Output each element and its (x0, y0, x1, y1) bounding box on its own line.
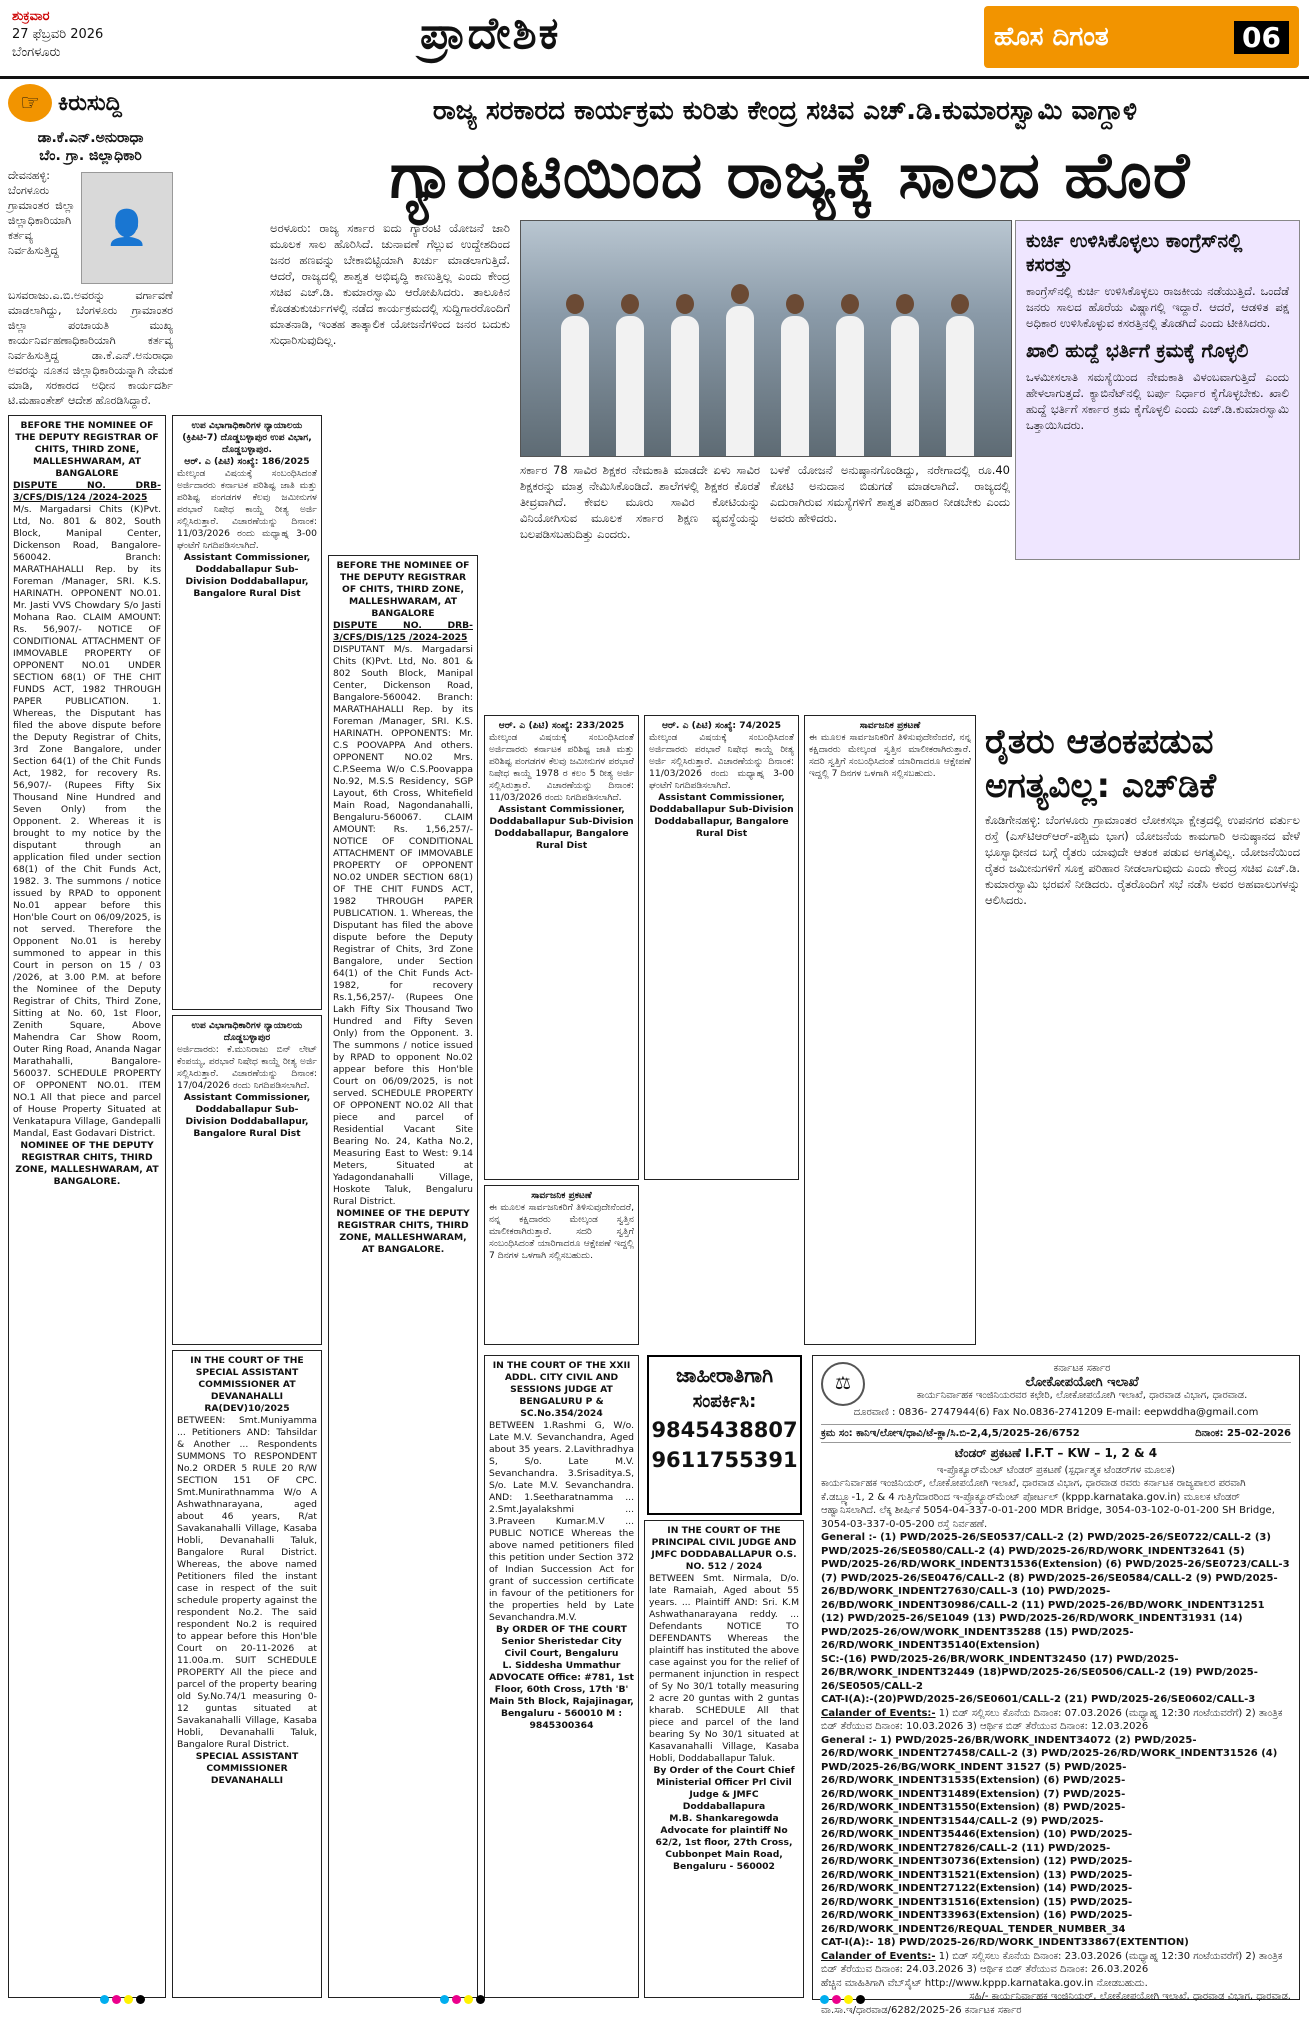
ac-notice-4-sign: Assistant Commissioner, Doddaballapur Sub-Division Doddaballapur, Bangalore Rural Dist (177, 1092, 317, 1140)
ac-notice-1-case: ಆರ್. ಎ (ಪಿಟಿ) ಸಂಖ್ಯೆ: 186/2025 (177, 456, 317, 468)
tender-calendar-2: 1) ಬಿಡ್ ಸಲ್ಲಿಸಲು ಕೊನೆಯ ದಿನಾಂಕ: 23.03.2026 (ಮಧ್ಯಾಹ್ನ 12:30 ಗಂಟೆಯವರೆಗೆ) 2) ತಾಂತ್ರಿಕ ಬಿಡ್ ತೆರೆಯುವ ದಿನಾಂಕ: 24.03.2026 3) ಆರ್ಥಿಕ ಬಿಡ್ ತೆರೆಯುವ ದಿನಾಂಕ: 26.03.2026 (821, 1951, 1282, 1976)
tender-sc-1: SC:-(16) PWD/2025-26/BR/WORK_INDENT32450 (17) PWD/2025-26/BR/WORK_INDENT32449 (18)PWD/2025-26/SE0506/CALL-2 (19) PWD/2025-26/SE0505/CALL-2 (821, 1653, 1291, 1694)
tender-contact: ದೂರವಾಣಿ : 0836- 2747944(6) Fax No.0836-2741209 E-mail: eepwddha@gmail.com (821, 1406, 1291, 1420)
print-registration-marks-2 (440, 1995, 485, 2004)
civil-court-notice-advocate: L. Siddesha Ummathur ADVOCATE Office: #781, 1st Floor, 60th Cross, 17th 'B' Main 5th Block, Rajajinagar, Bengaluru - 560010 M : 9845300364 (489, 1660, 634, 1732)
tender-dipr: ವಾ.ಸಾ.ಇ/ಧಾರವಾಡ/6282/2025-26 ಕರ್ನಾಟಕ ಸರ್ಕಾರ (821, 2004, 1291, 2017)
main-story-col2: ಸರ್ಕಾರ 78 ಸಾವಿರ ಶಿಕ್ಷಕರ ನೇಮಕಾತಿ ಮಾಡದೇ ಏಳು ಸಾವಿರ ಶಿಕ್ಷಕರನ್ನು ಮಾತ್ರ ನೇಮಿಸಿಕೊಂಡಿದೆ. ಶಾಲೆಗಳಲ್ಲಿ ಶಿಕ್ಷಕರ ಕೊರತೆ ತೀವ್ರವಾಗಿದೆ. ಕೇವಲ ಮೂರು ಸಾವಿರ ಕೋಟಿಯನ್ನು ವಿನಿಯೋಗಿಸುವ ಮೂಲಕ ಸರ್ಕಾರ ಶಿಕ್ಷಣ ವ್ಯವಸ್ಥೆಯನ್ನು ಬಲಪಡಿಸಬಹುದಿತ್ತು ಎಂದರು. (520, 462, 760, 707)
chit-notice-2 (328, 555, 478, 1998)
sac-notice-body: BETWEEN: Smt.Muniyamma ... Petitioners AND: Tahsildar & Another ... Respondents SUMMONS TO RESPONDENT No.2 ORDER 5 RULE 20 R/W SECTION 151 OF CPC. Smt.Munirathnamma W/o A Ashwathnarayana, aged about 46 years, R/at Savakanahalli Village, Kasaba Hobli, Devanahalli Taluk, Bangalore Rural District. Whereas, the above named Petitioners filed the instant case in respect of the suit schedule property against the respondent No.2. The said respondent No.2 is required to appear before this Hon'ble Court on 20-11-2026 at 11.00a.m. SUIT SCHEDULE PROPERTY All the piece and parcel of the property bearing old Sy.No.74/1 measuring 0-12 guntas situated at Savakanahalli Village, Kasaba Hobli, Devanahalli Taluk, Bangalore Rural District. (177, 1415, 317, 1751)
side-box-para-2: ಒಳಮೀಸಲಾತಿ ಸಮಸ್ಯೆಯಿಂದ ನೇಮಕಾತಿ ವಿಳಂಬವಾಗುತ್ತಿದೆ ಎಂದು ಹೇಳಲಾಗುತ್ತದೆ. ಕ್ಯಾಬಿನೆಟ್‌ನಲ್ಲಿ ಬರ್ಪು ನಿರ್ಧಾರ ಕೈಗೊಳ್ಳಬೇಕು. ಖಾಲಿ ಹುದ್ದೆ ಭರ್ತಿಗೆ ಸರ್ಕಾರ ಕ್ರಮ ಕೈಗೊಳ್ಳಲಿ ಎಂದು ಎಚ್.ಡಿ.ಕುಮಾರಸ್ವಾಮಿ ಒತ್ತಾಯಿಸಿದರು. (1026, 369, 1289, 433)
tender-ref-row (821, 1424, 1291, 1444)
tender-general-1: General :- (1) PWD/2025-26/SE0537/CALL-2 (2) PWD/2025-26/SE0722/CALL-2 (3) PWD/2025-26/SE0580/CALL-2 (4) PWD/2025-26/RD/WORK_INDENT32641 (5) PWD/2025-26/RD/WORK_INDENT31536(Extension) (6) PWD/2025-26/SE0723/CALL-3 (7) PWD/2025-26/SE0476/CALL-2 (8) PWD/2025-26/SE0584/CALL-2 (9) PWD/2025-26/BD/WORK_INDENT27630/CALL-3 (10) PWD/2025-26/BD/WORK_INDENT30986/CALL-2 (11) PWD/2025-26/BD/WORK_INDENT31251 (12) PWD/2025-26/SE1049 (13) PWD/2025-26/RD/WORK_INDENT31931 (14) PWD/2025-26/OW/WORK_INDENT35288 (15) PWD/2025-26/RD/WORK_INDENT35140(Extension) (821, 1531, 1291, 1653)
ac-notice-2-body: ಮೇಲ್ಕಂಡ ವಿಷಯಕ್ಕೆ ಸಂಬಂಧಿಸಿದಂತೆ ಅರ್ಜಿದಾರರು ಕರ್ನಾಟಕ ಪರಿಶಿಷ್ಟ ಜಾತಿ ಮತ್ತು ಪರಿಶಿಷ್ಟ ಪಂಗಡಗಳ ಕೆಲವು ಜಮೀನುಗಳ ಪರಭಾರೆ ನಿಷೇಧ ಕಾಯ್ದೆ 1978 ರ ಕಲಂ 5 ರೀತ್ಯ ಅರ್ಜಿ ಸಲ್ಲಿಸಿರುತ್ತಾರೆ. ವಿಚಾರಣೆಯನ್ನು ದಿನಾಂಕ: 11/03/2026 ರಂದು ನಿಗದಿಪಡಿಸಲಾಗಿದೆ. (489, 732, 634, 804)
chit-notice-1-sign: NOMINEE OF THE DEPUTY REGISTRAR CHITS, THIRD ZONE, MALLESHWARAM, AT BANGALORE. (13, 1140, 161, 1188)
yakshagana-notice-body: ಈ ಮೂಲಕ ಸಾರ್ವಜನಿಕರಿಗೆ ತಿಳಿಸುವುದೇನೆಂದರೆ, ನನ್ನ ಕಕ್ಷಿದಾರರು ಮೇಲ್ಕಂಡ ಸ್ವತ್ತಿನ ಮಾಲೀಕರಾಗಿರುತ್ತಾರೆ. ಸದರಿ ಸ್ವತ್ತಿಗೆ ಸಂಬಂಧಿಸಿದಂತೆ ಯಾರಿಗಾದರೂ ಆಕ್ಷೇಪಣೆ ಇದ್ದಲ್ಲಿ 7 ದಿನಗಳ ಒಳಗಾಗಿ ಸಲ್ಲಿಸಬಹುದು. (809, 732, 971, 780)
yellow-mark (844, 1995, 853, 2004)
ac-notice-3-body: ಮೇಲ್ಕಂಡ ವಿಷಯಕ್ಕೆ ಸಂಬಂಧಿಸಿದಂತೆ ಅರ್ಜಿದಾರರು ಪರಭಾರೆ ನಿಷೇಧ ಕಾಯ್ದೆ ರೀತ್ಯ ಅರ್ಜಿ ಸಲ್ಲಿಸಿರುತ್ತಾರೆ. ವಿಚಾರಣೆಯನ್ನು ದಿನಾಂಕ: 11/03/2026 ರಂದು ಮಧ್ಯಾಹ್ನ 3-00 ಘಂಟೆಗೆ ನಿಗದಿಪಡಿಸಲಾಗಿದೆ. (649, 732, 794, 792)
officer-role: ಬೆಂ. ಗ್ರಾ. ಜಿಲ್ಲಾಧಿಕಾರಿ (8, 148, 173, 164)
kiru-suddi-title: ಕಿರುಸುದ್ದಿ (58, 91, 122, 116)
public-notice-head: ಸಾರ್ವಜನಿಕ ಪ್ರಕಟಣೆ (489, 1190, 634, 1202)
masthead (984, 6, 1299, 68)
os-notice-title: IN THE COURT OF THE PRINCIPAL CIVIL JUDGE AND JMFC DODDABALLAPUR O.S. NO. 512 / 2024 (649, 1525, 799, 1573)
tender-footer: ಹೆಚ್ಚಿನ ಮಾಹಿತಿಗಾಗಿ ವೆಬ್‌ಸೈಟ್ http://www.kppp.karnataka.gov.in ನೋಡಬಹುದು. (821, 1977, 1291, 1991)
ad-phone-1: 9845438807 (649, 1418, 800, 1442)
header-day: ಶುಕ್ರವಾರ (12, 8, 103, 26)
farmer-story-title: ರೈತರು ಆತಂಕಪಡುವ ಅಗತ್ಯವಿಲ್ಲ: ಎಚ್‌ಡಿಕೆ (985, 720, 1300, 808)
chit-notice-2-dispute: DISPUTE NO. DRB-3/CFS/DIS/125 /2024-2025 (333, 620, 473, 644)
ad-phone-2: 9611755391 (649, 1448, 800, 1472)
ac-notice-3-sign: Assistant Commissioner, Doddaballapur Sub-Division Doddaballapur, Bangalore Rural Dist (649, 792, 794, 840)
tender-notice (812, 1355, 1300, 2000)
header-city: ಬೆಂಗಳೂರು (12, 44, 103, 62)
sac-notice (172, 1350, 322, 1998)
farmer-story-body: ಕೊಡಿಗೇನಹಳ್ಳಿ: ಬೆಂಗಳೂರು ಗ್ರಾಮಾಂತರ ಲೋಕಸಭಾ ಕ್ಷೇತ್ರದಲ್ಲಿ ಉಪನಗರ ವರ್ತುಲ ರಸ್ತೆ (ಎಸ್‌ಟಿಆರ್‌ಆರ್-ಪಶ್ಚಿಮ ಭಾಗ) ಯೋಜನೆಯ ಕಾಮಗಾರಿ ಅನುಷ್ಠಾನದ ವೇಳೆ ಭೂಸ್ವಾಧೀನದ ಬಗ್ಗೆ ರೈತರು ಯಾವುದೇ ಆತಂಕ ಪಡುವ ಅಗತ್ಯವಿಲ್ಲ. ಯೋಜನೆಯಿಂದ ರೈತರ ಜಮೀನುಗಳಿಗೆ ಸೂಕ್ತ ಪರಿಹಾರ ನೀಡಲಾಗುವುದು ಎಂದು ಕೇಂದ್ರ ಸಚಿವ ಎಚ್.ಡಿ. ಕುಮಾರಸ್ವಾಮಿ ಭರವಸೆ ನೀಡಿದರು. ರೈತರೊಂದಿಗೆ ಸಭೆ ನಡೆಸಿ ಅವರ ಅಹವಾಲುಗಳನ್ನು ಆಲಿಸಿದರು. (985, 812, 1300, 1342)
cyan-mark (440, 1995, 449, 2004)
side-box-para-1: ಕಾಂಗ್ರೆಸ್‌ನಲ್ಲಿ ಕುರ್ಚಿ ಉಳಿಸಿಕೊಳ್ಳಲು ರಾಜಕೀಯ ನಡೆಯುತ್ತಿದೆ. ಒಂದೆಡೆ ಜನರು ಸಾಲದ ಹೊರೆಯ ವಿಷ್ಣಾಗಲ್ಲಿ ಇದ್ದಾರೆ. ಆದರೆ, ಆಡಳಿತ ಪಕ್ಷ ಅಧಿಕಾರ ಉಳಿಸಿಕೊಳ್ಳುವ ಕಸರತ್ತಿನಲ್ಲಿ ತೊಡಗಿದೆ ಎಂದು ಟೀಕಿಸಿದರು. (1026, 283, 1289, 331)
tender-sign: ಸಹಿ/- ಕಾರ್ಯನಿರ್ವಾಹಕ ಇಂಜಿನಿಯರ್, ಲೋಕೋಪಯೋಗಿ ಇಲಾಖೆ, ಧಾರವಾಡ ವಿಭಾಗ, ಧಾರವಾಡ. (821, 1990, 1291, 2004)
govt-seal-icon: ⚖ (821, 1362, 865, 1406)
civil-court-notice-sign: By ORDER OF THE COURT Senior Sheristedar City Civil Court, Bengaluru (489, 1624, 634, 1660)
masthead-logo: ಹೊಸ ದಿಗಂತ (994, 22, 1109, 53)
side-box-heading-2: ಖಾಲಿ ಹುದ್ದೆ ಭರ್ತಿಗೆ ಕ್ರಮಕ್ಕೆ ಗೊಳ್ಳಲಿ (1026, 339, 1289, 363)
event-photo (520, 220, 1012, 457)
tender-calendar-2-label: Calander of Events:- (821, 1951, 936, 1962)
chit-notice-1-dispute: DISPUTE NO. DRB-3/CFS/DIS/124 /2024-2025 (13, 480, 161, 504)
tender-ref-date: ದಿನಾಂಕ: 25-02-2026 (1195, 1427, 1291, 1441)
civil-court-notice-title: IN THE COURT OF THE XXII ADDL. CITY CIVIL AND SESSIONS JUDGE AT BENGALURU P & SC.No.354/2024 (489, 1360, 634, 1420)
header-date: 27 ಫೆಬ್ರವರಿ 2026 (12, 26, 103, 44)
side-box (1015, 220, 1300, 560)
yellow-mark (124, 1995, 133, 2004)
ac-notice-4-body: ಅರ್ಜಿದಾರರು: ಕೆ.ಮುನಿರಾಜು ಬಿನ್ ಲೇಟ್ ಕೆಂಪಯ್ಯ, ಪರಭಾರೆ ನಿಷೇಧ ಕಾಯ್ದೆ ರೀತ್ಯ ಅರ್ಜಿ ಸಲ್ಲಿಸಿರುತ್ತಾರೆ. ವಿಚಾರಣೆಯನ್ನು ದಿನಾಂಕ: 17/04/2026 ರಂದು ನಿಗದಿಪಡಿಸಲಾಗಿದೆ. (177, 1044, 317, 1092)
ac-notice-1-head: ಉಪ ವಿಭಾಗಾಧಿಕಾರಿಗಳ ನ್ಯಾಯಾಲಯ (ಕ್ರಿಪಿಟಿ-7) ದೊಡ್ಡಬಳ್ಳಾಪುರ ಉಪ ವಿಭಾಗ, ದೊಡ್ಡಬಳ್ಳಾಪುರ. (177, 420, 317, 456)
ac-notice-4-head: ಉಪ ವಿಭಾಗಾಧಿಕಾರಿಗಳ ನ್ಯಾಯಾಲಯ ದೊಡ್ಡಬಳ್ಳಾಪುರ (177, 1020, 317, 1044)
ac-notice-1 (172, 415, 322, 1010)
os-notice-body: BETWEEN Smt. Nirmala, D/o. late Ramaiah, Aged about 55 years. ... Plaintiff AND: Sri. K.M Ashwathanarayana reddy. ... Defendants NOTICE TO DEFENDANTS Whereas the plaintiff has instituted the above case against you for the relief of permanent injunction in respect of Sy No 30/1 totally measuring 2 acre 20 guntas with 2 guntas kharab. SCHEDULE All that piece and parcel of the land bearing Sy No 30/1 situated at Kasavanahalli Village, Kasaba Hobli, Doddaballapur Taluk. (649, 1573, 799, 1765)
ac-notice-1-body: ಮೇಲ್ಕಂಡ ವಿಷಯಕ್ಕೆ ಸಂಬಂಧಿಸಿದಂತೆ ಅರ್ಜಿದಾರರು ಕರ್ನಾಟಕ ಪರಿಶಿಷ್ಟ ಜಾತಿ ಮತ್ತು ಪರಿಶಿಷ್ಟ ಪಂಗಡಗಳ ಕೆಲವು ಜಮೀನುಗಳ ಪರಭಾರೆ ನಿಷೇಧ ಕಾಯ್ದೆ ರೀತ್ಯ ಅರ್ಜಿ ಸಲ್ಲಿಸಿರುತ್ತಾರೆ. ವಿಚಾರಣೆಯನ್ನು ದಿನಾಂಕ: 11/03/2026 ರಂದು ಮಧ್ಯಾಹ್ನ 3-00 ಘಂಟೆಗೆ ನಿಗದಿಪಡಿಸಲಾಗಿದೆ. (177, 468, 317, 552)
sac-notice-sign: SPECIAL ASSISTANT COMMISSIONER DEVANAHALLI (177, 1751, 317, 1787)
ac-notice-3-case: ಆರ್. ಎ (ಪಿಟಿ) ಸಂಖ್ಯೆ: 74/2025 (649, 720, 794, 732)
tender-cat-2: CAT-I(A):- 18) PWD/2025-26/RD/WORK_INDENT33867(EXTENTION) (821, 1936, 1291, 1950)
ac-notice-2-case: ಆರ್. ಎ (ಪಿಟಿ) ಸಂಖ್ಯೆ: 233/2025 (489, 720, 634, 732)
main-kicker: ರಾಜ್ಯ ಸರಕಾರದ ಕಾರ್ಯಕ್ರಮ ಕುರಿತು ಕೇಂದ್ರ ಸಚಿವ ಎಚ್.ಡಿ.ಕುಮಾರಸ್ವಾಮಿ ವಾಗ್ದಾಳಿ (270, 96, 1300, 127)
header-rule (0, 76, 1309, 79)
magenta-mark (832, 1995, 841, 2004)
chit-notice-1-title: BEFORE THE NOMINEE OF THE DEPUTY REGISTRAR OF CHITS, THIRD ZONE, MALLESHWARAM, AT BANGALORE (13, 420, 161, 480)
cyan-mark (820, 1995, 829, 2004)
kiru-suddi-header (8, 84, 173, 122)
main-story-col1: ಅರಳೂರು: ರಾಜ್ಯ ಸರ್ಕಾರ ಐದು ಗ್ಯಾರಂಟಿ ಯೋಜನೆ ಜಾರಿ ಮೂಲಕ ಸಾಲ ಹೊರಿಸಿದೆ. ಚುನಾವಣೆ ಗೆಲ್ಲುವ ಉದ್ದೇಶದಿಂದ ಜನರ ಹಣವನ್ನು ಬೇಕಾಬಿಟ್ಟಿಯಾಗಿ ಖರ್ಚು ಮಾಡಲಾಗುತ್ತಿದೆ. ಆದರೆ, ರಾಜ್ಯದಲ್ಲಿ ಶಾಶ್ವತ ಅಭಿವೃದ್ಧಿ ಕಾಣುತ್ತಿಲ್ಲ ಎಂದು ಕೇಂದ್ರ ಸಚಿವ ಎಚ್.ಡಿ. ಕುಮಾರಸ್ವಾಮಿ ಆರೋಪಿಸಿದರು. ತಾಲೂಕಿನ ಕೊಡತುಕುರ್ಚುಗಳಲ್ಲಿ ನಡೆದ ಕಾರ್ಯಕ್ರಮದಲ್ಲಿ ಸುದ್ದಿಗಾರರೊಂದಿಗೆ ಮಾತನಾಡಿ, ಇಂತಹ ತಾತ್ಕಾಲಿಕ ಯೋಜನೆಗಳಿಂದ ಜನರ ಬದುಕು ಸುಧಾರಿಸುವುದಿಲ್ಲ. (270, 220, 510, 450)
cyan-mark (100, 1995, 109, 2004)
section-title: ಪ್ರಾದೇಶಿಕ (420, 8, 560, 59)
chit-notice-2-title: BEFORE THE NOMINEE OF THE DEPUTY REGISTRAR OF CHITS, THIRD ZONE, MALLESHWARAM, AT BANGALORE (333, 560, 473, 620)
kiru-suddi (8, 84, 173, 408)
page-number: 06 (1234, 21, 1289, 54)
main-story-col3: ಬಳಕೆ ಯೋಜನೆ ಅನುಷ್ಠಾನಗೊಂಡಿದ್ದು, ನರೇಗಾದಲ್ಲಿ ರೂ.40 ಕೋಟಿ ಅನುದಾನ ಬಿಡುಗಡೆ ಮಾಡಲಾಗಿದೆ. ರಾಜ್ಯದಲ್ಲಿ ಎದುರಾಗಿರುವ ಸಮಸ್ಯೆಗಳಿಗೆ ಶಾಶ್ವತ ಪರಿಹಾರ ನೀಡಬೇಕು ಎಂದು ಅವರು ಹೇಳಿದರು. (770, 462, 1010, 707)
tender-dept: ಲೋಕೋಪಯೋಗಿ ಇಲಾಖೆ (821, 1376, 1291, 1390)
public-notice-body: ಈ ಮೂಲಕ ಸಾರ್ವಜನಿಕರಿಗೆ ತಿಳಿಸುವುದೇನೆಂದರೆ, ನನ್ನ ಕಕ್ಷಿದಾರರು ಮೇಲ್ಕಂಡ ಸ್ವತ್ತಿನ ಮಾಲೀಕರಾಗಿರುತ್ತಾರೆ. ಸದರಿ ಸ್ವತ್ತಿಗೆ ಸಂಬಂಧಿಸಿದಂತೆ ಯಾರಿಗಾದರೂ ಆಕ್ಷೇಪಣೆ ಇದ್ದಲ್ಲಿ 7 ದಿನಗಳ ಒಳಗಾಗಿ ಸಲ್ಲಿಸಬಹುದು. (489, 1202, 634, 1262)
civil-court-notice (484, 1355, 639, 1998)
main-headline: ಗ್ಯಾರಂಟಿಯಿಂದ ರಾಜ್ಯಕ್ಕೆ ಸಾಲದ ಹೊರೆ (280, 138, 1300, 213)
ac-notice-3 (644, 715, 799, 1180)
os-notice-sign: By Order of the Court Chief Ministerial Officer Prl Civil Judge & JMFC Doddaballapura (649, 1765, 799, 1813)
ad-title: ಜಾಹೀರಾತಿಗಾಗಿ (649, 1363, 800, 1387)
officer-name: ಡಾ.ಕೆ.ಎನ್.ಅನುರಾಧಾ (8, 130, 173, 146)
tender-cat-1: CAT-I(A):-(20)PWD/2025-26/SE0601/CALL-2 (21) PWD/2025-26/SE0602/CALL-3 (821, 1693, 1291, 1707)
tender-title: ಟೆಂಡರ್ ಪ್ರಕಟಣೆ I.F.T – KW – 1, 2 & 4 (821, 1447, 1291, 1461)
side-box-heading-1: ಕುರ್ಚಿ ಉಳಿಸಿಕೊಳ್ಳಲು ಕಾಂಗ್ರೆಸ್‌ನಲ್ಲಿ ಕಸರತ್ತು (1026, 229, 1289, 277)
yellow-mark (464, 1995, 473, 2004)
black-mark (476, 1995, 485, 2004)
black-mark (856, 1995, 865, 2004)
chit-notice-1-body: M/s. Margadarsi Chits (K)Pvt. Ltd, No. 801 & 802, South Block, Manipal Center, Dickenson Road, Bangalore-560042. Branch: MARATHAHALLI Rep. by its Foreman /Manager, SRI. K.S. HARINATH. OPPONENT NO.01. Mr. Jasti VVS Chowdary S/o Jasti Mohana Rao. CLAIM AMOUNT: Rs. 56,907/- NOTICE OF CONDITIONAL ATTACHMENT OF IMMOVABLE PROPERTY OF OPPONENT NO.01 UNDER SECTION 68(1) OF THE CHIT FUNDS ACT, 1982 THROUGH PAPER PUBLICATION. 1. Whereas, the Disputant has filed the above dispute before the Deputy Registrar of Chits, 3rd Zone Bangalore, under Section 64(1) of the Chit Funds Act, 1982, for recovery Rs. 56,907/- (Rupees Fifty Six Thousand Nine Hundred and Seven Only) from the Opponent. 2. Whereas it is brought to my notice by the disputant through an application filed under section 68(1) of the Chit Funds Act, 1982. 3. The summons / notice issued by RPAD to opponent No.01 appear before this Hon'ble Court on 06/09/2025, is not served. Therefore the Opponent No.01 is hereby summoned to appear in this Court in person on 15 / 03 /2026, at 3.00 P.M. at before the Nominee of the Deputy Registrar of Chits, Third Zone, Sitting at No. 60, 1st Floor, Zenith Square, Above Mahendra Car Show Room, Outer Ring Road, Ananda Nagar Marathahalli, Bangalore-560037. SCHEDULE PROPERTY OF OPPONENT NO.01. ITEM NO.1 All that piece and parcel of House Property Situated at Venkatapura Village, Gandepalli Mandal, East Godavari District. (13, 504, 161, 1140)
header-dateline (12, 8, 103, 62)
tender-intro: ಕಾರ್ಯನಿರ್ವಾಹಕ ಇಂಜಿನಿಯರ್, ಲೋಕೋಪಯೋಗಿ ಇಲಾಖೆ, ಧಾರವಾಡ ವಿಭಾಗ, ಧಾರವಾಡ ರವರು ಕರ್ನಾಟಕ ರಾಜ್ಯಪಾಲರ ಪರವಾಗಿ ಕೆ.ಡಬ್ಲ್ಯೂ-1, 2 & 4 ಗುತ್ತಿಗೆದಾರರಿಂದ ಇ-ಪ್ರೊಕ್ಯೂರ್‌ಮೆಂಟ್ ಪೋರ್ಟಲ್ (kppp.karnataka.gov.in) ಮೂಲಕ ಟೆಂಡರ್ ಆಹ್ವಾನಿಸಲಾಗಿದೆ. ಲೆಕ್ಕ ಶೀರ್ಷಿಕೆ 5054-04-337-0-01-200 MDR Bridge, 3054-03-102-0-01-200 SH Bridge, 3054-03-337-0-05-200 ರಸ್ತೆ ನಿರ್ವಹಣೆ. (821, 1477, 1291, 1531)
kiru-suddi-body: 👤 ದೇವನಹಳ್ಳಿ: ಬೆಂಗಳೂರು ಗ್ರಾಮಾಂತರ ಜಿಲ್ಲಾ ಜಿಲ್ಲಾಧಿಕಾರಿಯಾಗಿ ಕರ್ತವ್ಯ ನಿರ್ವಹಿಸುತ್ತಿದ್ದ ಬಸವರಾಜು.ಎ.ಬಿ.ಅವರನ್ನು ವರ್ಗಾವಣೆ ಮಾಡಲಾಗಿದ್ದು, ಬೆಂಗಳೂರು ಗ್ರಾಮಾಂತರ ಜಿಲ್ಲಾ ಪಂಚಾಯತಿ ಮುಖ್ಯ ಕಾರ್ಯನಿರ್ವಹಣಾಧಿಕಾರಿಯಾಗಿ ಕರ್ತವ್ಯ ನಿರ್ವಹಿಸುತ್ತಿದ್ದ ಡಾ.ಕೆ.ಎನ್.ಅನುರಾಧಾ ಅವರನ್ನು ನೂತನ ಜಿಲ್ಲಾಧಿಕಾರಿಯನ್ನಾಗಿ ನೇಮಕ ಮಾಡಿ, ಸರಕಾರದ ಅಧೀನ ಕಾರ್ಯದರ್ಶಿ ಟಿ.ಮಹಾಂತೇಶ್ ಆದೇಶ ಹೊರಡಿಸಿದ್ದಾರೆ. (8, 168, 173, 408)
officer-photo: 👤 (81, 172, 173, 284)
ac-notice-2-sign: Assistant Commissioner, Doddaballapur Sub-Division Doddaballapur, Bangalore Rural Dist (489, 804, 634, 852)
print-registration-marks-3 (820, 1995, 865, 2004)
yakshagana-notice (804, 715, 976, 1345)
ac-notice-4 (172, 1015, 322, 1345)
chit-notice-2-sign: NOMINEE OF THE DEPUTY REGISTRAR CHITS, THIRD ZONE, MALLESHWARAM, AT BANGALORE. (333, 1208, 473, 1256)
chit-notice-1 (8, 415, 166, 1998)
os-notice-advocate: M.B. Shankaregowda Advocate for plaintiff No 62/2, 1st floor, 27th Cross, Cubbonpet Main Road, Bengaluru - 560002 (649, 1813, 799, 1873)
tender-calendar-1-label: Calander of Events:- (821, 1708, 936, 1719)
chit-notice-2-body: DISPUTANT M/s. Margadarsi Chits (K)Pvt. Ltd, No. 801 & 802 South Block, Manipal Center, Dickenson Road, Bangalore-560042. Branch: MARATHAHALLI Rep. by its Foreman /Manager, SRI. K.S. HARINATH. OPPONENTS: Mr. C.S POOVAPPA And others. OPPONENT NO.02 Mrs. C.P.Seema W/o C.S.Poovappa No.92, M.S.S Residency, SGP Layout, 6th Cross, Whitefield Main Road, Nagondanahalli, Bengaluru-560067. CLAIM AMOUNT: Rs. 1,56,257/- NOTICE OF CONDITIONAL ATTACHMENT OF IMMOVABLE PROPERTY OF OPPONENT NO.02 UNDER SECTION 68(1) OF THE CHIT FUNDS ACT, 1982 THROUGH PAPER PUBLICATION. 1. Whereas, the Disputant has filed the above dispute before the Deputy Registrar of Chits, 3rd Zone Bangalore, under Section 64(1) of the Chit Funds Act-1982, for recovery Rs.1,56,257/- (Rupees One Lakh Fifty Six Thousand Two Hundred and Fifty Seven Only) from the Opponent. 3. The summons / notice issued by RPAD to opponent No.02 appear before this Hon'ble Court on 06/09/2025, is not served. SCHEDULE PROPERTY OF OPPONENT NO.02 All that piece and parcel of Residential Vacant Site Bearing No. 24, Katha No.2, Measuring East to West: 9.14 Meters, Situated at Yadagondanahalli Village, Hoskote Taluk, Bengaluru Rural District. (333, 644, 473, 1208)
tender-office: ಕಾರ್ಯನಿರ್ವಾಹಕ ಇಂಜಿನಿಯರವರ ಕಛೇರಿ, ಲೋಕೋಪಯೋಗಿ ಇಲಾಖೆ, ಧಾರವಾಡ ವಿಭಾಗ, ಧಾರವಾಡ. (821, 1389, 1291, 1403)
ac-notice-2 (484, 715, 639, 1180)
yakshagana-notice-head: ಸಾರ್ವಜನಿಕ ಪ್ರಕಟಣೆ (809, 720, 971, 732)
tender-general-2: General :- 1) PWD/2025-26/BR/WORK_INDENT34072 (2) PWD/2025-26/RD/WORK_INDENT27458/CALL-2 (3) PWD/2025-26/RD/WORK_INDENT31526 (4) PWD/2025-26/BG/WORK_INDENT 31527 (5) PWD/2025-26/RD/WORK_INDENT31535(Extension) (6) PWD/2025-26/RD/WORK_INDENT31489(Extension) (7) PWD/2025-26/RD/WORK_INDENT31550(Extension) (8) PWD/2025-26/RD/WORK_INDENT31544/CALL-2 (9) PWD/2025-26/RD/WORK_INDENT35446(Extension) (10) PWD/2025-26/RD/WORK_INDENT27826/CALL-2 (11) PWD/2025-26/RD/WORK_INDENT30736(Extension) (12) PWD/2025-26/RD/WORK_INDENT31521(Extension) (13) PWD/2025-26/RD/WORK_INDENT27122(Extension) (14) PWD/2025-26/RD/WORK_INDENT31516(Extension) (15) PWD/2025-26/RD/WORK_INDENT33963(Extension) (16) PWD/2025-26/RD/WORK_INDENT26/REQUAL_TENDER_NUMBER_34 (821, 1734, 1291, 1937)
tender-ref: ಕ್ರಮ ಸಂ: ಕಾನಿಇ/ಲೋಇ/ಧಾವಿ/ಟೆ-ಕ್ಲಾ/ಸಿ.ಬಿ-2,4,5/2025-26/6752 (821, 1427, 1080, 1441)
magenta-mark (452, 1995, 461, 2004)
tender-subtitle: ಇ-ಪ್ರೊಕ್ಯೂರ್‌ಮೆಂಟ್ ಟೆಂಡರ್ ಪ್ರಕಟಣೆ (ಸ್ಪರ್ಧಾತ್ಮಕ ಟೆಂಡರ್‌ಗಳ ಮೂಲಕ) (821, 1464, 1291, 1478)
sac-notice-title: IN THE COURT OF THE SPECIAL ASSISTANT COMMISSIONER AT DEVANAHALLI RA(DEV)10/2025 (177, 1355, 317, 1415)
pointing-hand-icon: ☞ (8, 84, 52, 122)
civil-court-notice-body: BETWEEN 1.Rashmi G, W/o. Late M.V. Sevanchandra, Aged about 35 years. 2.Lavithradhya S, S/o. Late M.V. Sevanchandra. 3.Srisaditya.S, S/o. Late M.V. Sevanchandra. AND: 1.Seetharatnamma ... 2.Smt.Jayalakshmi ... 3.Praveen Kumar.M.V ... PUBLIC NOTICE Whereas the above named petitioners filed this petition under Section 372 of Indian Succession Act for grant of succession certificate in favour of the petitioners for the properties held by Late Sevanchandra.M.V. (489, 1420, 634, 1624)
black-mark (136, 1995, 145, 2004)
os-notice (644, 1520, 804, 1998)
ad-contact-box (647, 1355, 802, 1515)
public-notice (484, 1185, 639, 1345)
tender-calendar-1: 1) ಬಿಡ್ ಸಲ್ಲಿಸಲು ಕೊನೆಯ ದಿನಾಂಕ: 07.03.2026 (ಮಧ್ಯಾಹ್ನ 12:30 ಗಂಟೆಯವರೆಗೆ) 2) ತಾಂತ್ರಿಕ ಬಿಡ್ ತೆರೆಯುವ ದಿನಾಂಕ: 10.03.2026 3) ಆರ್ಥಿಕ ಬಿಡ್ ತೆರೆಯುವ ದಿನಾಂಕ: 12.03.2026 (821, 1708, 1282, 1733)
tender-govt: ಕರ್ನಾಟಕ ಸರ್ಕಾರ (821, 1362, 1291, 1376)
ac-notice-1-sign: Assistant Commissioner, Doddaballapur Sub-Division Doddaballapur, Bangalore Rural Dist (177, 552, 317, 600)
magenta-mark (112, 1995, 121, 2004)
ad-contact-label: ಸಂಪರ್ಕಿಸಿ: (649, 1391, 800, 1412)
print-registration-marks (100, 1995, 145, 2004)
